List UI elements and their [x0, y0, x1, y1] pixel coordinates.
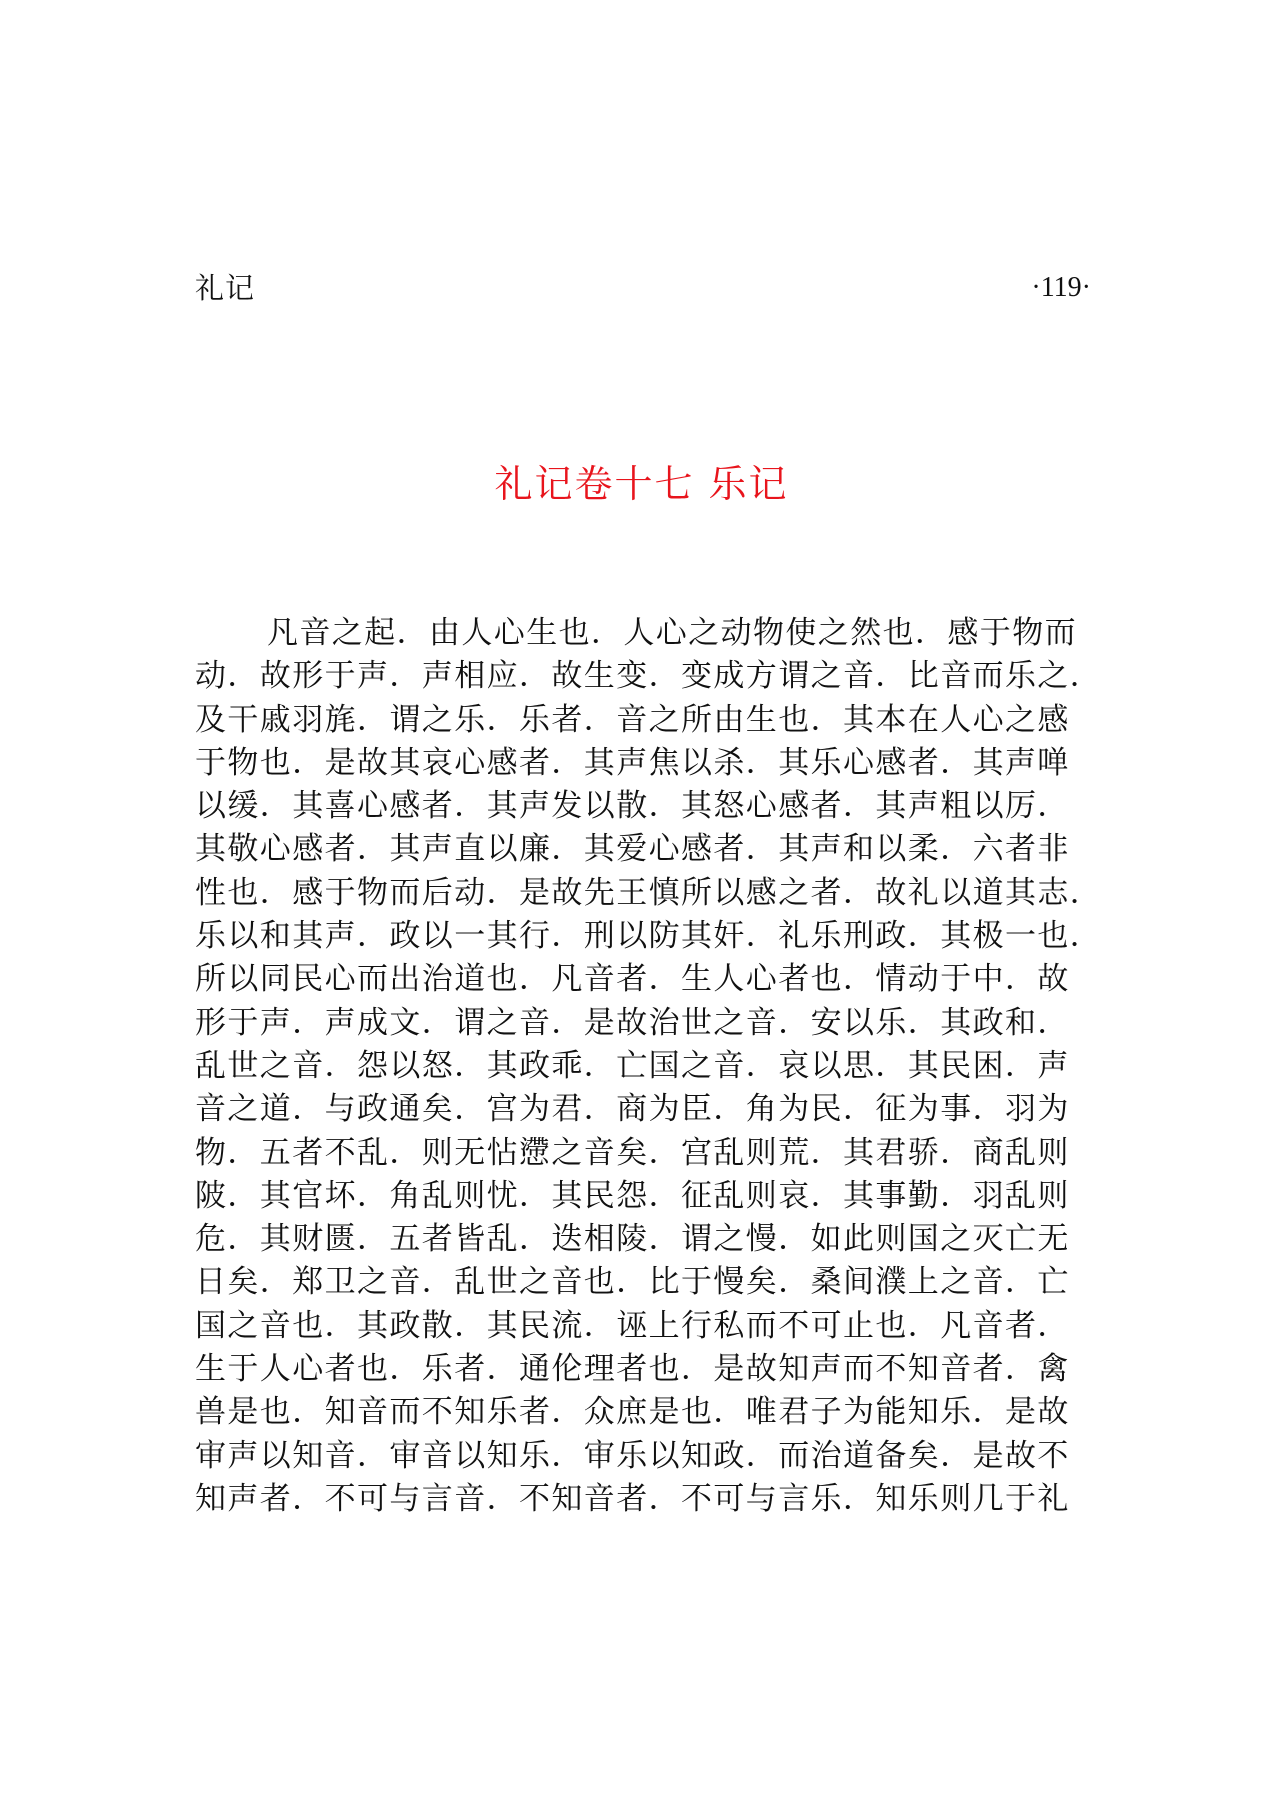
text-line: 于物也．是故其哀心感者．其声焦以杀．其乐心感者．其声啴	[195, 744, 1070, 781]
chapter-title: 礼记卷十七 乐记	[494, 462, 789, 506]
page-number: ·119·	[1031, 272, 1091, 303]
text-line: 兽是也．知音而不知乐者．众庶是也．唯君子为能知乐．是故	[195, 1394, 1070, 1431]
text-line: 乐以和其声．政以一其行．刑以防其奸．礼乐刑政．其极一也．	[195, 918, 1103, 955]
text-line: 陂．其官坏．角乱则忧．其民怨．征乱则哀．其事勤．羽乱则	[195, 1177, 1070, 1214]
running-head-title: 礼记	[195, 271, 256, 305]
text-line: 国之音也．其政散．其民流．诬上行私而不可止也．凡音者．	[195, 1307, 1070, 1344]
text-line: 物．五者不乱．则无怗懘之音矣．宫乱则荒．其君骄．商乱则	[195, 1134, 1070, 1171]
text-line: 日矣．郑卫之音．乱世之音也．比于慢矣．桑间濮上之音．亡	[195, 1264, 1070, 1301]
text-line: 音之道．与政通矣．宫为君．商为臣．角为民．征为事．羽为	[195, 1091, 1070, 1128]
text-line: 审声以知音．审音以知乐．审乐以知政．而治道备矣．是故不	[195, 1437, 1070, 1474]
text-line: 知声者．不可与言音．不知音者．不可与言乐．知乐则几于礼	[195, 1480, 1070, 1517]
text-line: 危．其财匮．五者皆乱．迭相陵．谓之慢．如此则国之灭亡无	[195, 1221, 1070, 1258]
text-line: 形于声．声成文．谓之音．是故治世之音．安以乐．其政和．	[195, 1004, 1070, 1041]
text-line: 乱世之音．怨以怒．其政乖．亡国之音．哀以思．其民困．声	[195, 1047, 1070, 1084]
text-line: 其敬心感者．其声直以廉．其爱心感者．其声和以柔．六者非	[195, 831, 1070, 868]
text-line: 及干戚羽旄．谓之乐．乐者．音之所由生也．其本在人心之感	[195, 701, 1070, 738]
text-line: 动．故形于声．声相应．故生变．变成方谓之音．比音而乐之．	[195, 658, 1103, 695]
text-line: 所以同民心而出治道也．凡音者．生人心者也．情动于中．故	[195, 961, 1070, 998]
text-line: 生于人心者也．乐者．通伦理者也．是故知声而不知音者．禽	[195, 1351, 1070, 1388]
text-line: 性也．感于物而后动．是故先王慎所以感之者．故礼以道其志．	[195, 874, 1103, 911]
body-text	[195, 612, 1103, 1521]
text-line: 凡音之起．由人心生也．人心之动物使之然也．感于物而	[267, 615, 1077, 651]
text-line: 以缓．其喜心感者．其声发以散．其怒心感者．其声粗以厉．	[195, 788, 1070, 825]
